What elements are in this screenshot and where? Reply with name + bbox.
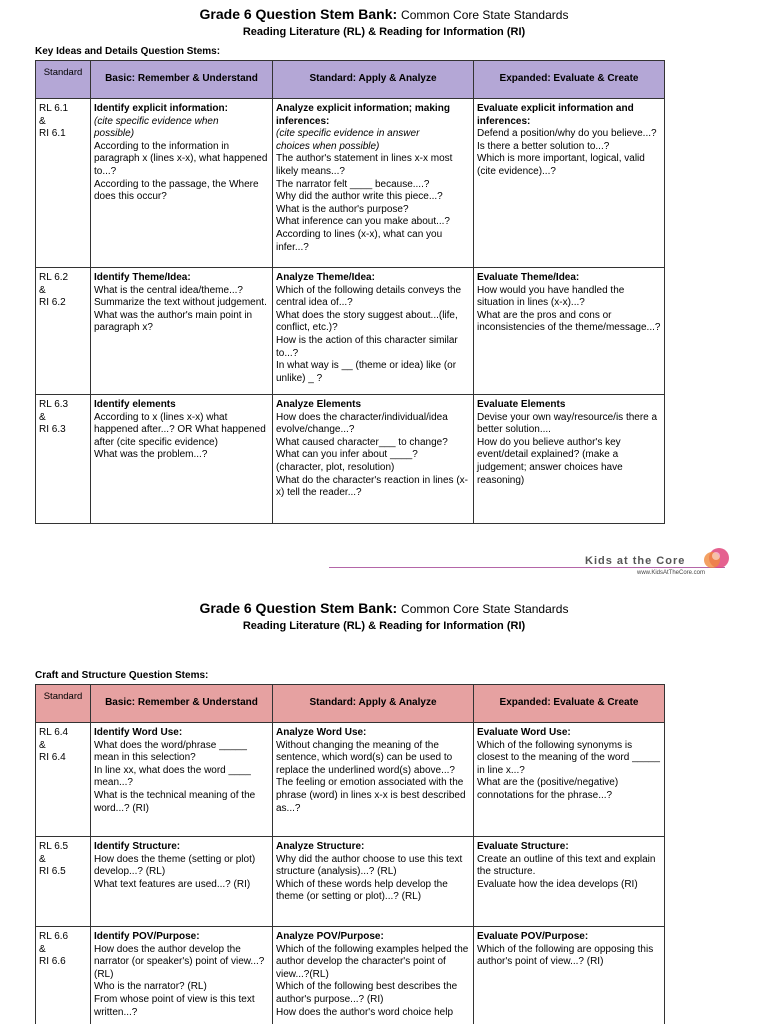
cell-note: (cite specific evidence when possible) bbox=[94, 115, 219, 140]
table-row bbox=[36, 395, 665, 524]
cell-body: How does the character/individual/idea evolve/change...? What caused character___ to change? What can you infer about ____? (character, plot, resolution) What do the character's reaction in lines (x-x) tell the reader...? bbox=[276, 411, 468, 499]
page1-title-rest: Common Core State Standards bbox=[401, 8, 569, 22]
basic-cell bbox=[91, 395, 273, 524]
cell-heading: Identify Theme/Idea: bbox=[94, 272, 191, 283]
kids-at-the-core-logo-icon bbox=[702, 545, 730, 571]
page1-stem-table bbox=[35, 60, 665, 524]
basic-cell bbox=[91, 837, 273, 927]
apply-cell bbox=[273, 723, 474, 837]
table-row bbox=[36, 99, 665, 268]
cell-body: How would you have handled the situation in lines (x-x)...? What are the pros and cons or inconsistencies of the theme/message...? bbox=[477, 284, 661, 334]
cell-heading: Identify POV/Purpose: bbox=[94, 931, 200, 942]
standard-cell: RL 6.4 & RI 6.4 bbox=[36, 723, 91, 837]
cell-body: The author's statement in lines x-x most likely means...? The narrator felt ____ because....? Why did the author write this piece...? What is the author's purpose? What inference can you make about...? According to lines (x-x), what can you infer...? bbox=[276, 153, 453, 253]
logo-url: www.KidsAtTheCore.com bbox=[637, 570, 706, 576]
header-apply: Standard: Apply & Analyze bbox=[273, 61, 474, 99]
cell-body: What does the word/phrase _____ mean in this selection? In line xx, what does the word ____ mean...? What is the technical meaning of the word...? (RI) bbox=[94, 739, 256, 814]
cell-body: Without changing the meaning of the sentence, which word(s) can be used to replace the underlined word(s) above...? The feeling or emotion associated with the phrase (word) in lines x-x is best described as...? bbox=[276, 739, 466, 814]
page2-stem-table bbox=[35, 684, 665, 1024]
apply-cell bbox=[273, 837, 474, 927]
apply-cell bbox=[273, 927, 474, 1024]
page1-title bbox=[0, 6, 768, 22]
table-row bbox=[36, 837, 665, 927]
cell-heading: Evaluate Theme/Idea: bbox=[477, 272, 580, 283]
cell-heading: Identify explicit information: bbox=[94, 103, 228, 114]
standard-cell: RL 6.3 & RI 6.3 bbox=[36, 395, 91, 524]
header-expanded: Expanded: Evaluate & Create bbox=[474, 685, 665, 723]
expanded-cell bbox=[474, 99, 665, 268]
apply-cell bbox=[273, 268, 474, 395]
page1-section-label: Key Ideas and Details Question Stems: bbox=[35, 46, 221, 57]
footer-divider bbox=[329, 567, 725, 568]
header-standard: Standard bbox=[36, 685, 91, 723]
cell-body: Which of the following are opposing this author's point of view...? (RI) bbox=[477, 943, 654, 968]
cell-body: Which of the following details conveys the central idea of...? What does the story suggest about...(life, conflict, etc.)? How is the action of this character similar to...? In what way is __ (theme or idea) like (or unlike) _ ? bbox=[276, 284, 462, 384]
page2-subtitle: Reading Literature (RL) & Reading for Information (RI) bbox=[242, 620, 526, 632]
cell-body: According to x (lines x-x) what happened after...? OR What happened after (cite specific evidence) What was the problem...? bbox=[94, 411, 266, 461]
cell-body: According to the information in paragraph x (lines x-x), what happened to...? According to the passage, the Where does this occur? bbox=[94, 140, 268, 203]
cell-heading: Analyze Elements bbox=[276, 399, 362, 410]
cell-heading: Analyze Structure: bbox=[276, 841, 365, 852]
standard-cell: RL 6.1 & RI 6.1 bbox=[36, 99, 91, 268]
table-row bbox=[36, 723, 665, 837]
basic-cell bbox=[91, 268, 273, 395]
header-basic: Basic: Remember & Understand bbox=[91, 685, 273, 723]
expanded-cell bbox=[474, 837, 665, 927]
expanded-cell bbox=[474, 723, 665, 837]
cell-heading: Evaluate Structure: bbox=[477, 841, 569, 852]
page2-title-bold: Grade 6 Question Stem Bank: bbox=[199, 600, 398, 616]
page2-title bbox=[0, 600, 768, 616]
table-header-row bbox=[36, 61, 665, 99]
page2-title-rest: Common Core State Standards bbox=[401, 602, 569, 616]
basic-cell bbox=[91, 927, 273, 1024]
table-row bbox=[36, 927, 665, 1024]
cell-heading: Identify Structure: bbox=[94, 841, 181, 852]
cell-heading: Evaluate POV/Purpose: bbox=[477, 931, 589, 942]
standard-cell: RL 6.2 & RI 6.2 bbox=[36, 268, 91, 395]
cell-body: Defend a position/why do you believe...? Is there a better solution to...? Which is more important, logical, valid (cite evidence)...? bbox=[477, 128, 657, 177]
cell-note: (cite specific evidence in answer choices when possible) bbox=[276, 128, 420, 152]
expanded-cell bbox=[474, 927, 665, 1024]
page2-section-label: Craft and Structure Question Stems: bbox=[35, 670, 209, 681]
cell-heading: Identify Word Use: bbox=[94, 727, 183, 738]
cell-body: What is the central idea/theme...? Summarize the text without judgement. What was the author's main point in paragraph x? bbox=[94, 284, 267, 334]
cell-heading: Analyze Theme/Idea: bbox=[276, 272, 375, 283]
cell-body: Devise your own way/resource/is there a better solution.... How do you believe author's key event/detail explained? (make a judgement; answer choices have reasoning) bbox=[477, 411, 658, 486]
header-apply: Standard: Apply & Analyze bbox=[273, 685, 474, 723]
cell-heading: Analyze Word Use: bbox=[276, 727, 367, 738]
expanded-cell bbox=[474, 395, 665, 524]
cell-body: Create an outline of this text and explain the structure. Evaluate how the idea develops (RI) bbox=[477, 853, 656, 890]
cell-body: Which of the following examples helped the author develop the character's point of view...?(RL) Which of the following best describes the author's purpose...? (RI) How does the author's word choice help bbox=[276, 943, 469, 1018]
cell-heading: Evaluate Elements bbox=[477, 399, 566, 410]
cell-heading: Analyze POV/Purpose: bbox=[276, 931, 384, 942]
cell-body: Which of the following synonyms is closest to the meaning of the word _____ in line x...? What are the (positive/negative) connotations for the phrase...? bbox=[477, 739, 660, 801]
basic-cell bbox=[91, 99, 273, 268]
cell-body: How does the author develop the narrator (or speaker's) point of view...? (RL) Who is the narrator? (RL) From whose point of view is this text written...? bbox=[94, 943, 265, 1018]
expanded-cell bbox=[474, 268, 665, 395]
page1-subtitle: Reading Literature (RL) & Reading for Information (RI) bbox=[242, 26, 526, 38]
apply-cell bbox=[273, 99, 474, 268]
cell-heading: Identify elements bbox=[94, 399, 176, 410]
page1-title-bold: Grade 6 Question Stem Bank: bbox=[199, 6, 398, 22]
standard-cell: RL 6.6 & RI 6.6 bbox=[36, 927, 91, 1024]
cell-body: Why did the author choose to use this text structure (analysis)...? (RL) Which of these words help develop the theme (or setting or plot)...? (RL) bbox=[276, 853, 463, 903]
cell-heading: Evaluate explicit information and inferences: bbox=[477, 103, 634, 127]
table-row bbox=[36, 268, 665, 395]
cell-body: How does the theme (setting or plot) develop...? (RL) What text features are used...? (RI) bbox=[94, 853, 256, 890]
basic-cell bbox=[91, 723, 273, 837]
logo-text: Kids at the Core bbox=[585, 555, 686, 567]
header-standard: Standard bbox=[36, 61, 91, 99]
table-header-row bbox=[36, 685, 665, 723]
cell-heading: Analyze explicit information; making inferences: bbox=[276, 103, 450, 127]
header-expanded: Expanded: Evaluate & Create bbox=[474, 61, 665, 99]
cell-heading: Evaluate Word Use: bbox=[477, 727, 571, 738]
standard-cell: RL 6.5 & RI 6.5 bbox=[36, 837, 91, 927]
header-basic: Basic: Remember & Understand bbox=[91, 61, 273, 99]
apply-cell bbox=[273, 395, 474, 524]
